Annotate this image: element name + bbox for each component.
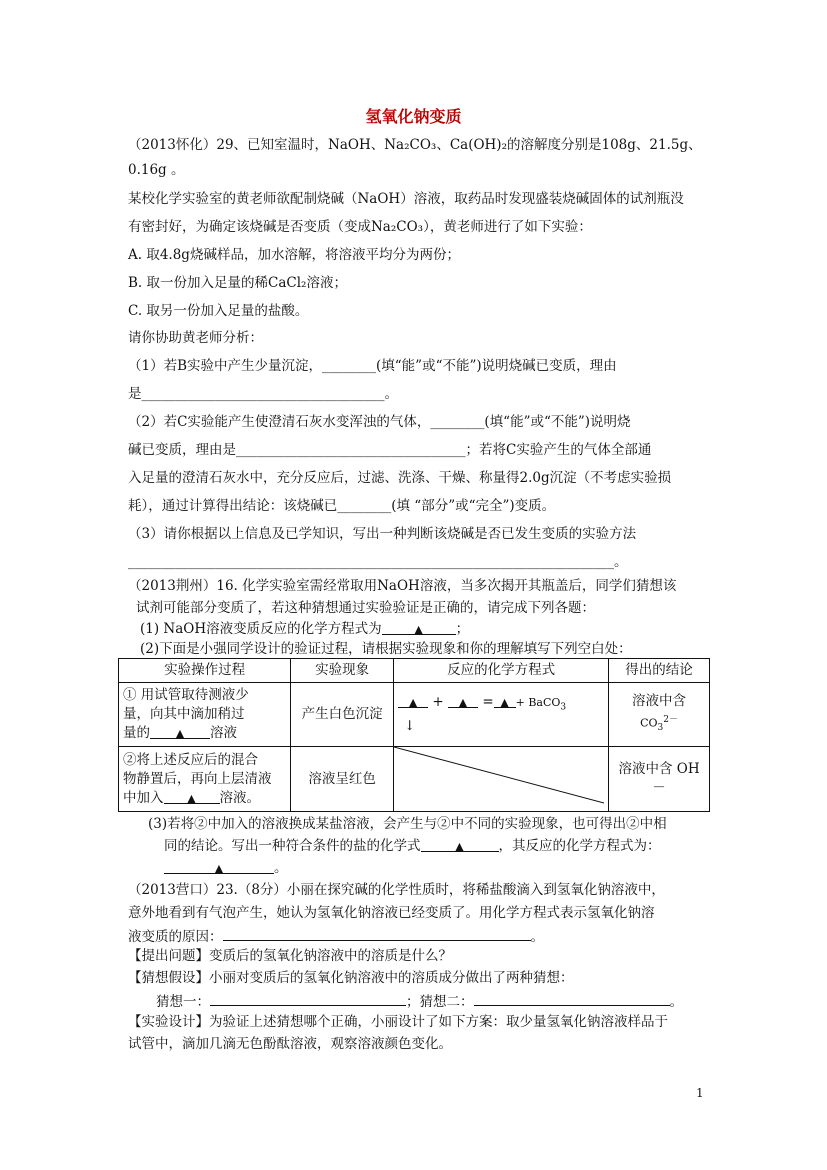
equals-sign: = — [482, 693, 494, 710]
conclusion-2-line1: 溶液中含 OH — [618, 761, 700, 777]
q1-line2: 0.16g 。 — [128, 162, 185, 178]
q1-part2-line1: （2）若C实验能产生使澄清石灰水变浑浊的气体，________(填“能”或“不能”)说明烧 — [128, 414, 631, 430]
triangle-icon: ▲ — [455, 840, 464, 853]
operation-2-blank[interactable] — [164, 789, 220, 804]
plus-sign: + — [432, 693, 444, 710]
table-header-cell: 反应的化学方程式 — [394, 659, 609, 683]
phenomenon-cell-2: 溶液呈红色 — [291, 747, 394, 812]
q3-line3-text: 液变质的原因： — [128, 929, 223, 945]
triangle-icon: ▲ — [458, 695, 468, 709]
product-baco3: + BaCO — [515, 695, 561, 709]
guess-two-blank[interactable] — [474, 991, 670, 1006]
q2-sub3-line3 — [164, 859, 288, 877]
equation-cell-1 — [394, 683, 609, 747]
q1-line1: （2013怀化）29、已知室温时，NaOH、Na₂CO₃、Ca(OH)₂的溶解度分别是108g、21.5g、 — [128, 137, 702, 153]
q3-line2: 意外地看到有气泡产生，她认为氢氧化钠溶液已经变质了。用化学方程式表示氢氧化钠溶 — [128, 905, 655, 921]
guess-end: 。 — [669, 994, 683, 1010]
operation-2-suffix: 溶液。 — [219, 789, 260, 806]
operation-1-suffix: 溶液 — [210, 725, 237, 741]
q1-part2-line4: 耗），通过计算得出结论：该烧碱已________(填 “部分”或“完全”)变质。 — [128, 498, 556, 514]
equation-answer-blank[interactable] — [164, 859, 274, 874]
q1-line4: 有密封好，为确定该烧碱是否变质（变成Na₂CO₃），黄老师进行了如下实验： — [128, 219, 592, 235]
q1-step-b: B. 取一份加入足量的稀CaCl₂溶液； — [128, 275, 347, 291]
q3-guesses — [156, 991, 683, 1011]
q2-sub3-line1: (3)若将②中加入的溶液换成某盐溶液，会产生与②中不同的实验现象，也可得出②中相 — [148, 816, 667, 832]
q2-sub1-text: (1) NaOH溶液变质反应的化学方程式为 — [140, 621, 382, 637]
q2-intro-line2: 试剂可能部分变质了，若这种猜想通过实验验证是正确的，请完成下列各题： — [136, 600, 595, 616]
carbonate-charge: 2－ — [663, 714, 678, 725]
triangle-icon: ▲ — [408, 695, 418, 709]
q3-question: 【提出问题】变质后的氢氧化钠溶液中的溶质是什么？ — [128, 948, 452, 964]
conclusion-cell-1 — [609, 683, 710, 747]
q3-line1: （2013营口）23.（8分）小丽在探究碱的化学性质时，将稀盐酸滴入到氢氧化钠溶液中， — [128, 882, 665, 898]
equation-line — [398, 693, 604, 718]
salt-formula-blank[interactable] — [421, 837, 499, 852]
triangle-icon: ▲ — [214, 862, 224, 875]
guess-two-label: ；猜想二： — [406, 994, 474, 1010]
experiment-table — [118, 658, 710, 812]
q2-sub3-line2 — [164, 837, 661, 855]
conclusion-2-charge: － — [652, 780, 666, 796]
q2-sub1 — [140, 620, 469, 638]
q2-sub2: (2)下面是小强同学设计的验证过程，请根据实验现象和你的理解填写下列空白处： — [140, 641, 632, 657]
q1-part1-line1: （1）若B实验中产生少量沉淀，________(填“能”或“不能”)说明烧碱已变质，理由 — [128, 358, 617, 374]
table-header-cell: 实验现象 — [291, 659, 394, 683]
table-row — [119, 683, 710, 747]
guess-one-blank[interactable] — [210, 991, 406, 1006]
page-number: 1 — [696, 1086, 704, 1100]
guess-one-label: 猜想一： — [156, 994, 210, 1010]
equation-blank-1[interactable] — [398, 693, 428, 708]
operation-cell-1 — [119, 683, 291, 747]
q1-step-c: C. 取另一份加入足量的盐酸。 — [128, 303, 309, 319]
q3-line3-end: 。 — [530, 929, 544, 945]
conclusion-1-ion — [613, 711, 705, 738]
operation-2-line2: 物静置后，再向上层清液 — [123, 770, 272, 787]
equation-cell-2-crossed — [394, 747, 609, 812]
operation-1-line1: ① 用试管取待测液少 — [123, 687, 249, 703]
operation-1-line2: 量，向其中滴加稍过 — [123, 706, 245, 722]
q2-sub1-end: ； — [455, 621, 470, 637]
operation-2-prefix: 中加入 — [123, 789, 164, 806]
q2-sub1-blank[interactable] — [382, 620, 456, 635]
operation-1-line3 — [123, 724, 286, 743]
operation-2-line1: ②将上述反应后的混合 — [123, 751, 258, 768]
operation-cell-2 — [119, 747, 291, 812]
carbonate-symbol: CO — [640, 716, 658, 730]
carbonate-subscript: 3 — [657, 722, 664, 733]
q1-line3: 某校化学实验室的黄老师欲配制烧碱（NaOH）溶液，取药品时发现盛装烧碱固体的试剂瓶没 — [128, 191, 684, 207]
table-header-row — [119, 659, 710, 683]
conclusion-1-line1: 溶液中含 — [632, 692, 687, 709]
table-row — [119, 747, 710, 812]
product-subscript: 3 — [560, 702, 567, 713]
q2-sub3-end: 。 — [274, 860, 288, 876]
q1-part3-line2: ________________________________________________________________________。 — [128, 554, 628, 570]
table-header-cell: 得出的结论 — [609, 659, 710, 683]
triangle-icon: ▲ — [414, 623, 423, 636]
diagonal-line — [394, 747, 604, 803]
q1-part2-line2: 碱已变质，理由是__________________________________；若将C实验产生的气体全部通 — [128, 442, 652, 458]
equation-blank-3[interactable] — [494, 693, 516, 708]
q3-line3 — [128, 926, 544, 946]
q3-design-line2: 试管中，滴加几滴无色酚酞溶液，观察溶液颜色变化。 — [128, 1036, 452, 1052]
triangle-icon: ▲ — [187, 791, 196, 805]
precipitate-arrow: ↓ — [404, 718, 416, 735]
q1-part1-line2: 是____________________________________。 — [128, 386, 398, 402]
q2-sub3-text-2: ，其反应的化学方程式为： — [498, 838, 661, 854]
phenomenon-cell-1: 产生白色沉淀 — [291, 683, 394, 747]
operation-1-prefix: 量的 — [123, 725, 150, 741]
triangle-icon: ▲ — [500, 695, 509, 709]
reason-equation-blank[interactable] — [223, 926, 531, 941]
q3-design-line1: 【实验设计】为验证上述猜想哪个正确，小丽设计了如下方案：取少量氢氧化钠溶液样品于 — [128, 1014, 668, 1030]
q1-step-a: A. 取4.8g烧碱样品，加水溶解，将溶液平均分为两份； — [128, 247, 460, 263]
q3-hypothesis: 【猜想假设】小丽对变质后的氢氧化钠溶液中的溶质成分做出了两种猜想： — [128, 970, 574, 986]
operation-2-line3 — [123, 789, 286, 808]
q1-part3-line1: （3）请你根据以上信息及已学知识，写出一种判断该烧碱是否已发生变质的实验方法 — [128, 526, 637, 542]
triangle-icon: ▲ — [175, 727, 185, 740]
table-header-cell: 实验操作过程 — [119, 659, 291, 683]
q1-part2-line3: 入足量的澄清石灰水中，充分反应后，过滤、洗涤、干燥、称量得2.0g沉淀（不考虑实验损 — [128, 470, 672, 486]
equation-blank-2[interactable] — [448, 693, 478, 708]
diagonal-strike — [394, 747, 604, 811]
q2-intro-line1: （2013荆州）16. 化学实验室需经常取用NaOH溶液，当多次揭开其瓶盖后，同学们猜想该 — [128, 578, 677, 594]
q1-ask: 请你协助黄老师分析： — [128, 330, 263, 346]
page-title: 氢氧化钠变质 — [365, 107, 462, 126]
operation-1-blank[interactable] — [150, 724, 210, 739]
conclusion-cell-2 — [609, 747, 710, 812]
q2-sub3-text: 同的结论。写出一种符合条件的盐的化学式 — [164, 838, 421, 854]
